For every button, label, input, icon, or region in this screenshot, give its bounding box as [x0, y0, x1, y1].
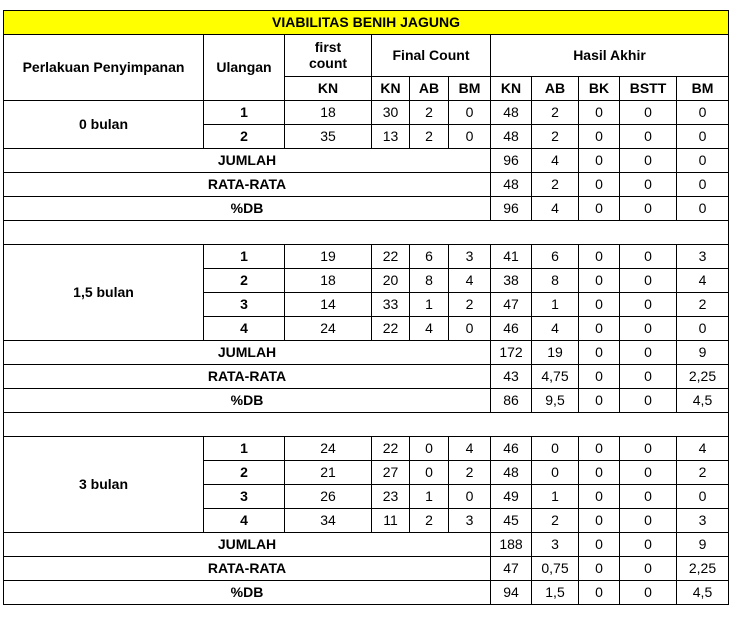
summary-value[interactable]: 4: [532, 197, 579, 221]
hasil-akhir-cell[interactable]: 0: [579, 317, 620, 341]
summary-value[interactable]: 0: [620, 581, 677, 605]
ulangan-cell[interactable]: 1: [204, 101, 285, 125]
subheader-hasil-0[interactable]: KN: [491, 77, 532, 101]
summary-value[interactable]: 3: [532, 533, 579, 557]
summary-label[interactable]: JUMLAH: [4, 533, 491, 557]
hasil-akhir-cell[interactable]: 0: [579, 461, 620, 485]
hasil-akhir-cell[interactable]: 41: [491, 245, 532, 269]
summary-row: [4, 533, 729, 557]
hasil-akhir-cell[interactable]: 38: [491, 269, 532, 293]
header-first-count[interactable]: [285, 35, 372, 77]
header-ulangan[interactable]: Ulangan: [204, 35, 285, 101]
final-count-cell[interactable]: 1: [410, 293, 449, 317]
summary-label[interactable]: RATA-RATA: [4, 173, 491, 197]
summary-value[interactable]: 2: [532, 173, 579, 197]
summary-label[interactable]: JUMLAH: [4, 149, 491, 173]
summary-value[interactable]: 86: [491, 389, 532, 413]
summary-value[interactable]: 0: [579, 389, 620, 413]
summary-value[interactable]: 0: [677, 197, 729, 221]
hasil-akhir-cell[interactable]: 0: [579, 437, 620, 461]
final-count-cell[interactable]: 2: [449, 461, 491, 485]
empty-cell[interactable]: [4, 221, 729, 245]
subheader-final-0[interactable]: KN: [372, 77, 410, 101]
final-count-cell[interactable]: 0: [410, 437, 449, 461]
hasil-akhir-cell[interactable]: 2: [677, 293, 729, 317]
summary-value[interactable]: 19: [532, 341, 579, 365]
hasil-akhir-cell[interactable]: 46: [491, 437, 532, 461]
first-count-cell[interactable]: 18: [285, 269, 372, 293]
final-count-cell[interactable]: 22: [372, 437, 410, 461]
final-count-cell[interactable]: 4: [410, 317, 449, 341]
summary-value[interactable]: 0: [579, 341, 620, 365]
header-perlakuan[interactable]: Perlakuan Penyimpanan: [4, 35, 204, 101]
hasil-akhir-cell[interactable]: 0: [579, 125, 620, 149]
hasil-akhir-cell[interactable]: 0: [579, 293, 620, 317]
summary-row: [4, 341, 729, 365]
summary-value[interactable]: 0: [579, 365, 620, 389]
first-count-cell[interactable]: 24: [285, 317, 372, 341]
summary-label[interactable]: JUMLAH: [4, 341, 491, 365]
final-count-cell[interactable]: 0: [449, 101, 491, 125]
final-count-cell[interactable]: 0: [449, 125, 491, 149]
hasil-akhir-cell[interactable]: 46: [491, 317, 532, 341]
group-label[interactable]: 1,5 bulan: [4, 245, 204, 341]
header-hasil-akhir[interactable]: Hasil Akhir: [491, 35, 729, 77]
first-count-cell[interactable]: 18: [285, 101, 372, 125]
ulangan-cell[interactable]: 1: [204, 245, 285, 269]
hasil-akhir-cell[interactable]: 0: [620, 269, 677, 293]
summary-value[interactable]: 0: [620, 365, 677, 389]
hasil-akhir-cell[interactable]: 48: [491, 101, 532, 125]
summary-value[interactable]: 4: [532, 149, 579, 173]
subheader-hasil-4[interactable]: BM: [677, 77, 729, 101]
first-count-cell[interactable]: 24: [285, 437, 372, 461]
summary-value[interactable]: 4,5: [677, 389, 729, 413]
hasil-akhir-cell[interactable]: 0: [532, 461, 579, 485]
hasil-akhir-cell[interactable]: 45: [491, 509, 532, 533]
summary-label[interactable]: RATA-RATA: [4, 557, 491, 581]
hasil-akhir-cell[interactable]: 0: [532, 437, 579, 461]
summary-row: [4, 197, 729, 221]
final-count-cell[interactable]: 13: [372, 125, 410, 149]
summary-value[interactable]: 188: [491, 533, 532, 557]
hasil-akhir-cell[interactable]: 4: [532, 317, 579, 341]
ulangan-cell[interactable]: 2: [204, 269, 285, 293]
summary-value[interactable]: 0: [620, 149, 677, 173]
hasil-akhir-cell[interactable]: 2: [532, 101, 579, 125]
ulangan-cell[interactable]: 4: [204, 509, 285, 533]
hasil-akhir-cell[interactable]: 0: [677, 485, 729, 509]
summary-row: [4, 365, 729, 389]
final-count-cell[interactable]: 4: [449, 437, 491, 461]
hasil-akhir-cell[interactable]: 0: [620, 101, 677, 125]
final-count-cell[interactable]: 6: [410, 245, 449, 269]
summary-value[interactable]: 0: [620, 389, 677, 413]
hasil-akhir-cell[interactable]: 0: [620, 485, 677, 509]
spacer-row: [4, 221, 729, 245]
hasil-akhir-cell[interactable]: 0: [620, 125, 677, 149]
summary-value[interactable]: 4,75: [532, 365, 579, 389]
table-title[interactable]: VIABILITAS BENIH JAGUNG: [4, 11, 729, 35]
table-row: [4, 245, 729, 269]
summary-value[interactable]: 2,25: [677, 557, 729, 581]
summary-value[interactable]: 172: [491, 341, 532, 365]
hasil-akhir-cell[interactable]: 4: [677, 437, 729, 461]
subheader-first-0[interactable]: KN: [285, 77, 372, 101]
hasil-akhir-cell[interactable]: 2: [677, 461, 729, 485]
summary-value[interactable]: 0: [677, 173, 729, 197]
viability-table: [3, 10, 729, 605]
header-final-count[interactable]: Final Count: [372, 35, 491, 77]
final-count-cell[interactable]: 8: [410, 269, 449, 293]
table-body: [4, 11, 729, 605]
summary-value[interactable]: 0: [579, 173, 620, 197]
hasil-akhir-cell[interactable]: 6: [532, 245, 579, 269]
final-count-cell[interactable]: 20: [372, 269, 410, 293]
final-count-cell[interactable]: 30: [372, 101, 410, 125]
ulangan-cell[interactable]: 4: [204, 317, 285, 341]
summary-label[interactable]: RATA-RATA: [4, 365, 491, 389]
first-count-cell[interactable]: 35: [285, 125, 372, 149]
summary-row: [4, 173, 729, 197]
summary-value[interactable]: 0: [579, 533, 620, 557]
final-count-cell[interactable]: 4: [449, 269, 491, 293]
hasil-akhir-cell[interactable]: 3: [677, 509, 729, 533]
hasil-akhir-cell[interactable]: 2: [532, 509, 579, 533]
hasil-akhir-cell[interactable]: 0: [579, 485, 620, 509]
hasil-akhir-cell[interactable]: 0: [620, 245, 677, 269]
summary-row: [4, 557, 729, 581]
summary-label[interactable]: %DB: [4, 197, 491, 221]
summary-label[interactable]: %DB: [4, 389, 491, 413]
summary-value[interactable]: 94: [491, 581, 532, 605]
summary-value[interactable]: 9,5: [532, 389, 579, 413]
first-count-cell[interactable]: 14: [285, 293, 372, 317]
first-count-cell[interactable]: 21: [285, 461, 372, 485]
table-row: [4, 437, 729, 461]
hasil-akhir-cell[interactable]: 1: [532, 485, 579, 509]
summary-value[interactable]: 9: [677, 341, 729, 365]
hasil-akhir-cell[interactable]: 0: [620, 509, 677, 533]
final-count-cell[interactable]: 3: [449, 245, 491, 269]
final-count-cell[interactable]: 22: [372, 245, 410, 269]
summary-value[interactable]: 0: [579, 557, 620, 581]
summary-value[interactable]: 96: [491, 197, 532, 221]
summary-value[interactable]: 47: [491, 557, 532, 581]
hasil-akhir-cell[interactable]: 0: [579, 269, 620, 293]
summary-row: [4, 149, 729, 173]
ulangan-cell[interactable]: 3: [204, 293, 285, 317]
hasil-akhir-cell[interactable]: 0: [620, 293, 677, 317]
summary-value[interactable]: 2,25: [677, 365, 729, 389]
final-count-cell[interactable]: 0: [410, 461, 449, 485]
subheader-hasil-2[interactable]: BK: [579, 77, 620, 101]
final-count-cell[interactable]: 3: [449, 509, 491, 533]
hasil-akhir-cell[interactable]: 47: [491, 293, 532, 317]
hasil-akhir-cell[interactable]: 0: [620, 437, 677, 461]
final-count-cell[interactable]: 2: [410, 125, 449, 149]
summary-value[interactable]: 0: [620, 557, 677, 581]
ulangan-cell[interactable]: 2: [204, 461, 285, 485]
table-row: [4, 101, 729, 125]
spreadsheet-area: [3, 10, 729, 605]
hasil-akhir-cell[interactable]: 0: [677, 101, 729, 125]
hasil-akhir-cell[interactable]: 0: [579, 245, 620, 269]
hasil-akhir-cell[interactable]: 0: [579, 101, 620, 125]
summary-value[interactable]: 0: [620, 173, 677, 197]
final-count-cell[interactable]: 27: [372, 461, 410, 485]
subheader-final-1[interactable]: AB: [410, 77, 449, 101]
final-count-cell[interactable]: 0: [449, 485, 491, 509]
summary-value[interactable]: 0: [579, 581, 620, 605]
final-count-cell[interactable]: 23: [372, 485, 410, 509]
final-count-cell[interactable]: 1: [410, 485, 449, 509]
summary-value[interactable]: 1,5: [532, 581, 579, 605]
hasil-akhir-cell[interactable]: 0: [677, 317, 729, 341]
ulangan-cell[interactable]: 2: [204, 125, 285, 149]
group-label[interactable]: 3 bulan: [4, 437, 204, 533]
final-count-cell[interactable]: 2: [410, 101, 449, 125]
summary-value[interactable]: 0: [620, 341, 677, 365]
final-count-cell[interactable]: 0: [449, 317, 491, 341]
summary-value[interactable]: 0: [579, 197, 620, 221]
hasil-akhir-cell[interactable]: 48: [491, 461, 532, 485]
summary-value[interactable]: 96: [491, 149, 532, 173]
summary-label[interactable]: %DB: [4, 581, 491, 605]
hasil-akhir-cell[interactable]: 1: [532, 293, 579, 317]
subheader-hasil-1[interactable]: AB: [532, 77, 579, 101]
summary-value[interactable]: 9: [677, 533, 729, 557]
spacer-row: [4, 413, 729, 437]
final-count-cell[interactable]: 22: [372, 317, 410, 341]
subheader-final-2[interactable]: BM: [449, 77, 491, 101]
summary-value[interactable]: 0: [620, 197, 677, 221]
summary-value[interactable]: 0,75: [532, 557, 579, 581]
hasil-akhir-cell[interactable]: 0: [677, 125, 729, 149]
header-first-count-label: first count: [308, 39, 348, 71]
hasil-akhir-cell[interactable]: 0: [579, 509, 620, 533]
first-count-cell[interactable]: 34: [285, 509, 372, 533]
hasil-akhir-cell[interactable]: 4: [677, 269, 729, 293]
hasil-akhir-cell[interactable]: 3: [677, 245, 729, 269]
hasil-akhir-cell[interactable]: 2: [532, 125, 579, 149]
hasil-akhir-cell[interactable]: 48: [491, 125, 532, 149]
group-label[interactable]: 0 bulan: [4, 101, 204, 149]
summary-value[interactable]: 0: [579, 149, 620, 173]
hasil-akhir-cell[interactable]: 49: [491, 485, 532, 509]
final-count-cell[interactable]: 33: [372, 293, 410, 317]
subheader-hasil-3[interactable]: BSTT: [620, 77, 677, 101]
first-count-cell[interactable]: 26: [285, 485, 372, 509]
hasil-akhir-cell[interactable]: 8: [532, 269, 579, 293]
final-count-cell[interactable]: 2: [410, 509, 449, 533]
summary-row: [4, 581, 729, 605]
summary-row: [4, 389, 729, 413]
summary-value[interactable]: 4,5: [677, 581, 729, 605]
final-count-cell[interactable]: 2: [449, 293, 491, 317]
ulangan-cell[interactable]: 1: [204, 437, 285, 461]
ulangan-cell[interactable]: 3: [204, 485, 285, 509]
hasil-akhir-cell[interactable]: 0: [620, 317, 677, 341]
final-count-cell[interactable]: 11: [372, 509, 410, 533]
summary-value[interactable]: 0: [620, 533, 677, 557]
hasil-akhir-cell[interactable]: 0: [620, 461, 677, 485]
empty-cell[interactable]: [4, 413, 729, 437]
summary-value[interactable]: 48: [491, 173, 532, 197]
summary-value[interactable]: 0: [677, 149, 729, 173]
first-count-cell[interactable]: 19: [285, 245, 372, 269]
summary-value[interactable]: 43: [491, 365, 532, 389]
